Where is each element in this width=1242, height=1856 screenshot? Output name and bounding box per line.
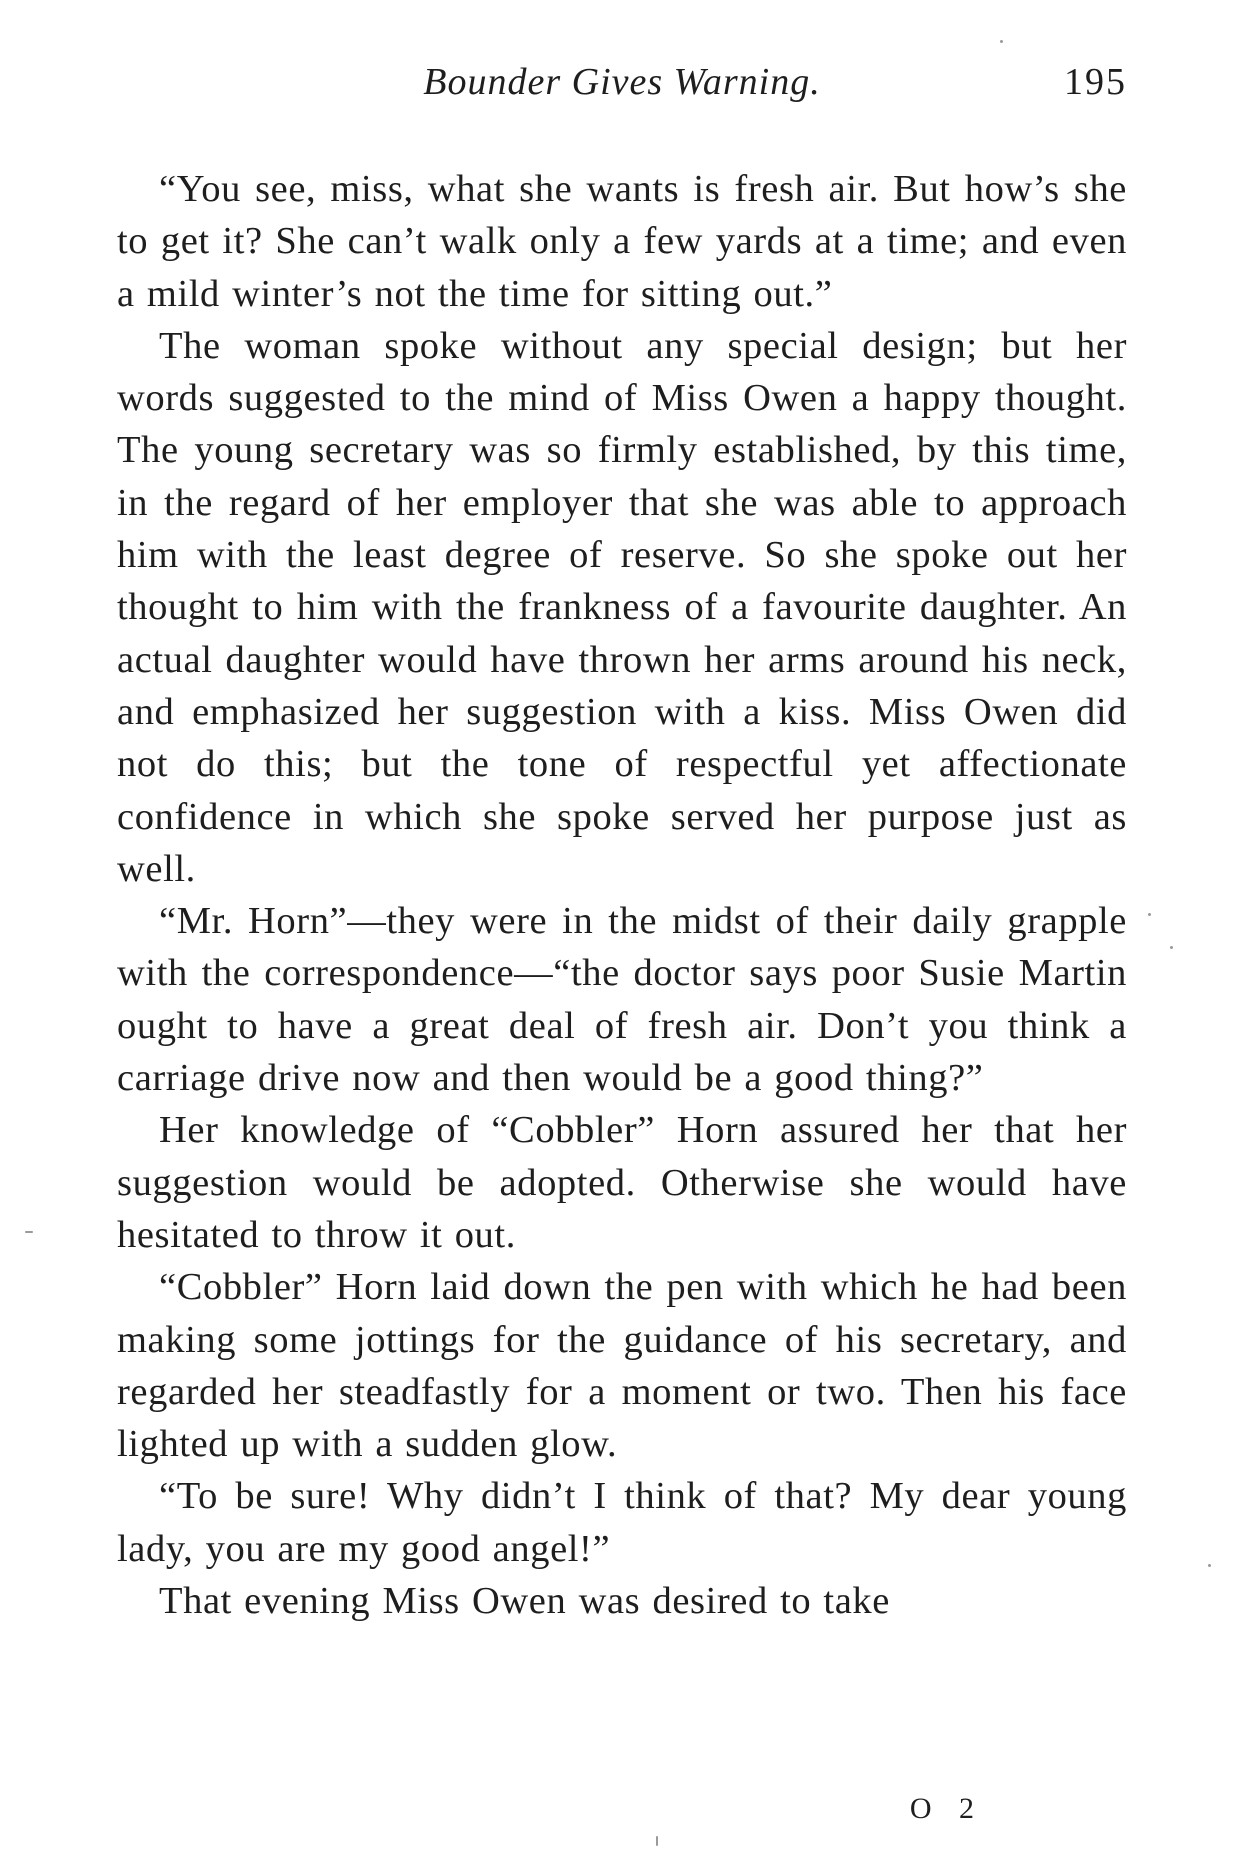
paragraph-3: “Mr. Horn”—they were in the midst of their daily grapple with the correspondence—“the doctor says poor Susie Martin ought to have a great deal of fresh air. Don’t you think a carriage drive now and then would be a good thing?” [117, 900, 1127, 1100]
speck-mark-2 [1148, 913, 1151, 916]
speck-mark-3 [1170, 946, 1173, 949]
paragraph-7: That evening Miss Owen was desired to take [159, 1580, 890, 1623]
speck-mark-5 [1208, 1564, 1211, 1567]
running-title: Bounder Gives Warning. [423, 61, 821, 103]
paragraph-5: “Cobbler” Horn laid down the pen with which he had been making some jottings for the guidance of his secretary, and regarded her steadfastly for a moment or two. Then his face lighted up with a sudden glow. [117, 1266, 1127, 1466]
paragraph-1: “You see, miss, what she wants is fresh air. But how’s she to get it? She can’t walk only a few yards at a time; and even a mild winter’s not the time for sitting out.” [117, 168, 1127, 315]
paragraph-4: Her knowledge of “Cobbler” Horn assured her that her suggestion would be adopted. Otherwise she would have hesitated to throw it out. [117, 1109, 1127, 1256]
paragraph-2: The woman spoke without any special design; but her words suggested to the mind of Miss Owen a happy thought. The young secretary was so firmly established, by this time, in the regard of her employer that she was able to approach him with the least degree of reserve. So she spoke out her thought to him with the frankness of a favourite daughter. An actual daughter would have thrown her arms around his neck, and emphasized her suggestion with a kiss. Miss Owen did not do this; but the tone of respectful yet affectionate confidence in which she spoke served her purpose just as well. [117, 324, 1127, 890]
running-head [117, 60, 1127, 120]
body-text [117, 163, 1127, 1627]
speck-mark-4 [25, 1231, 33, 1233]
paragraph-6: “To be sure! Why didn’t I think of that? My dear young lady, you are my good angel!” [117, 1475, 1127, 1570]
speck-mark-1 [1000, 40, 1003, 43]
signature-mark: O 2 [909, 1792, 984, 1825]
speck-mark-6 [656, 1836, 658, 1846]
page-number: 195 [1064, 61, 1127, 103]
